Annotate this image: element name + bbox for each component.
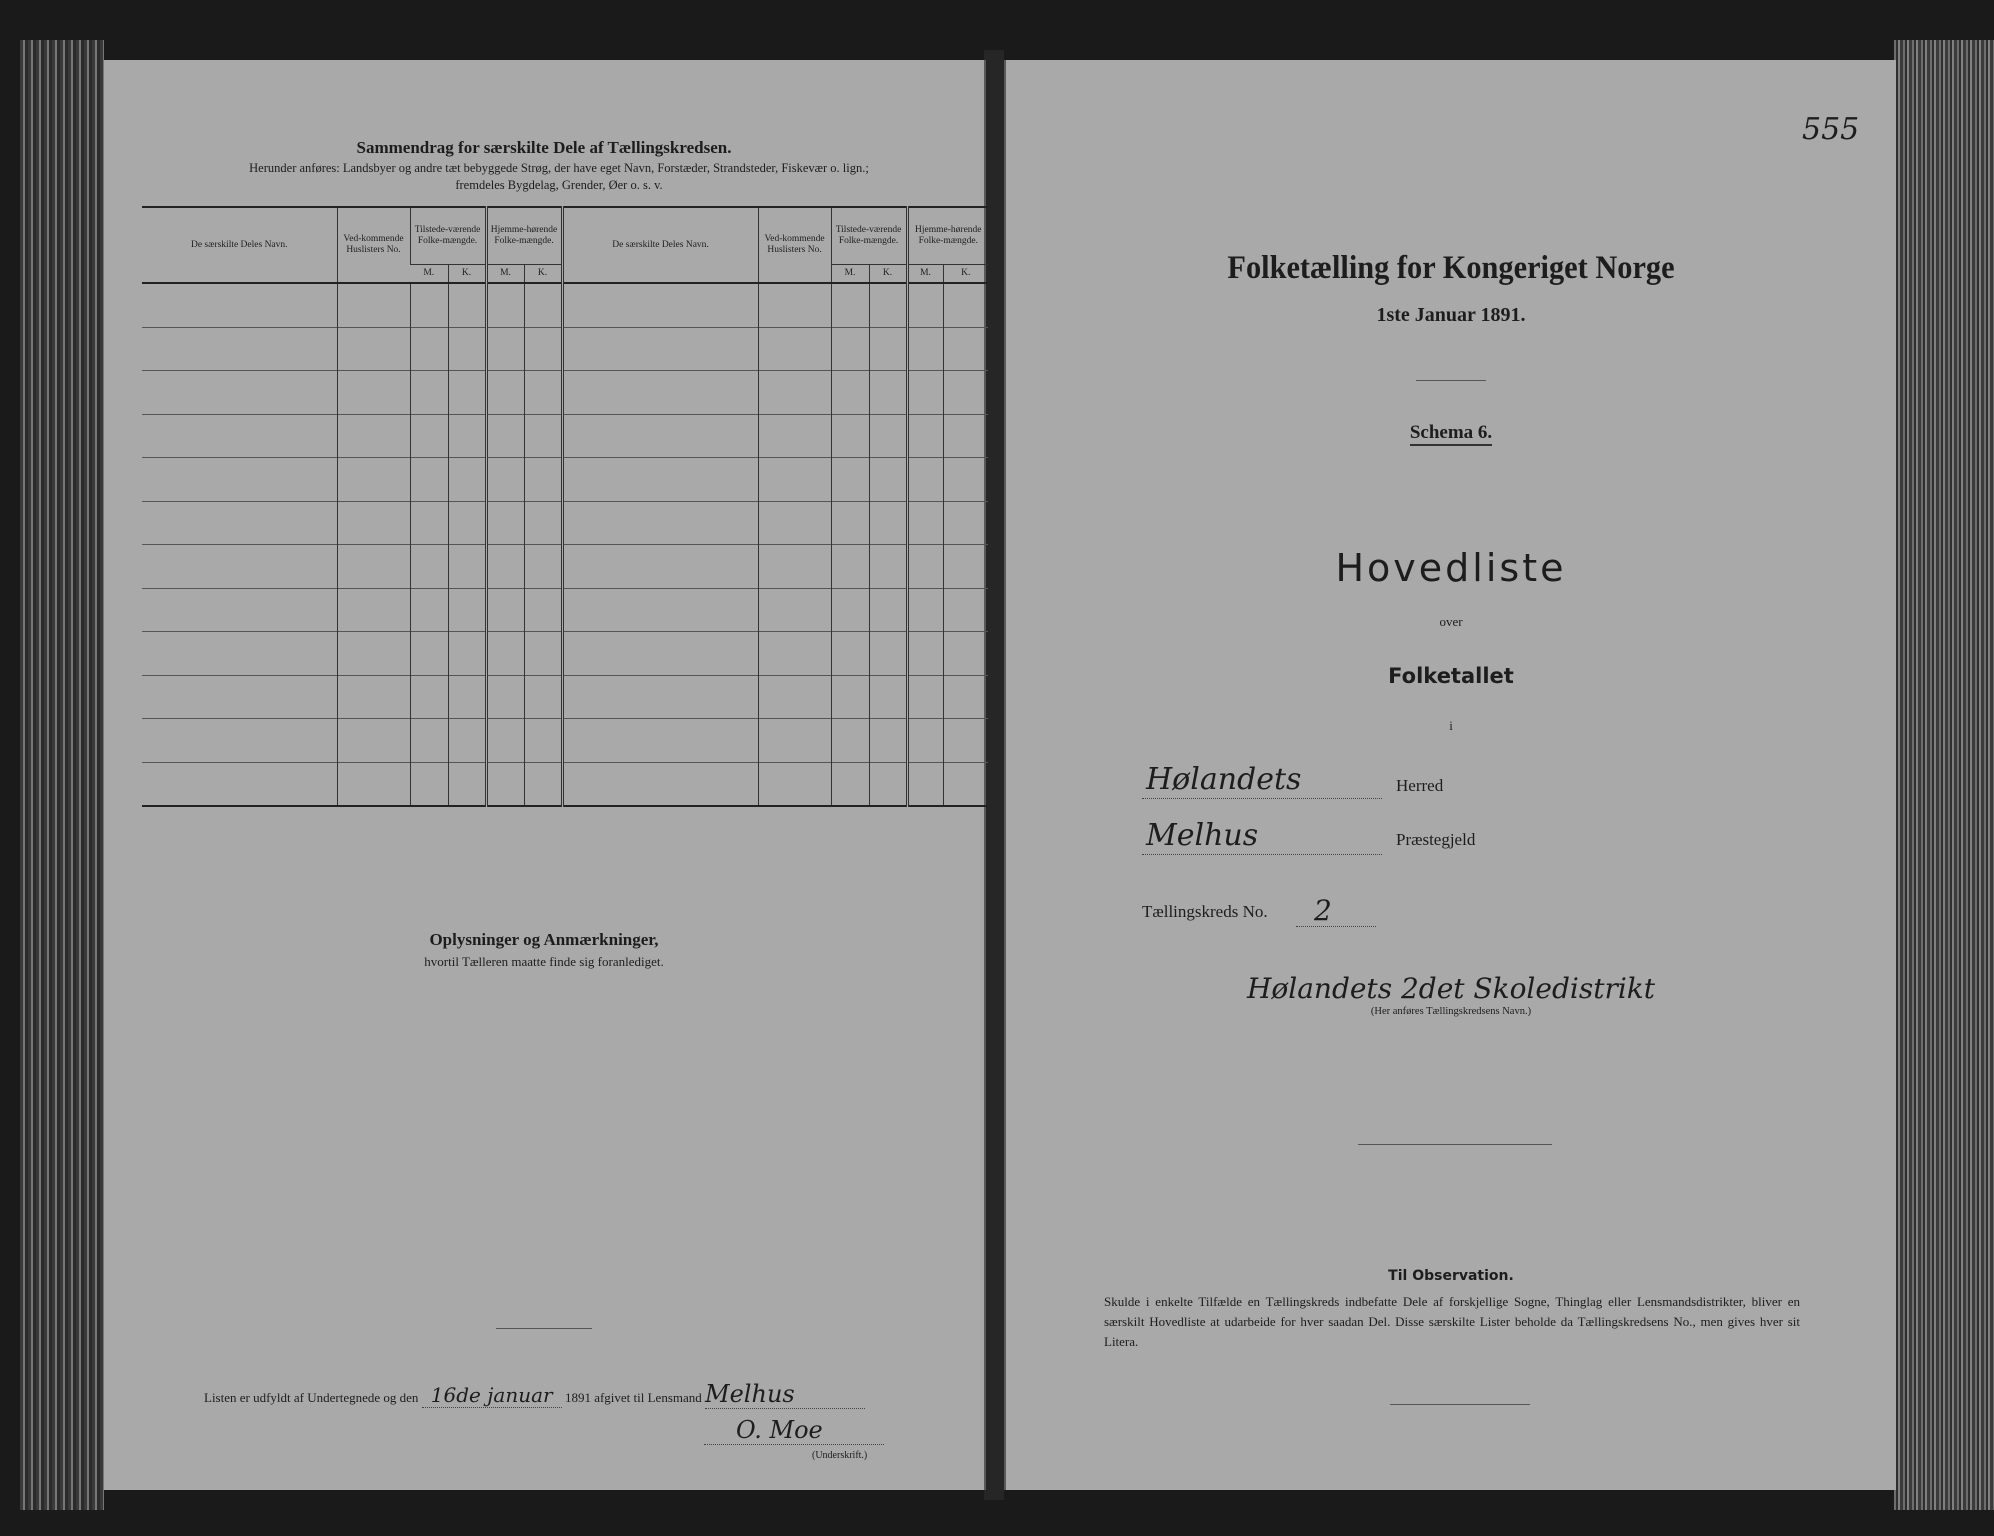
observation-title: Til Observation. xyxy=(1388,1268,1514,1284)
signature-line xyxy=(704,1444,884,1445)
col-header-tilstede: Tilstede-værende Folke-mængde. xyxy=(410,207,486,265)
lensmand-name-handwritten: Melhus xyxy=(705,1380,865,1409)
submission-date-handwritten: 16de januar xyxy=(422,1383,562,1408)
notes-subtitle: hvortil Tælleren maatte finde sig foranlediget. xyxy=(424,954,664,969)
submission-line xyxy=(204,1380,865,1409)
right-page xyxy=(1004,60,1896,1490)
col-header-huslist: Ved-kommende Huslisters No. xyxy=(337,207,410,283)
submission-text-1: Listen er udfyldt af Undertegnede og den xyxy=(204,1390,419,1405)
table-row xyxy=(142,501,988,545)
table-row xyxy=(142,458,988,502)
taellingskreds-number-handwritten: 2 xyxy=(1314,894,1332,927)
notes-title: Oplysninger og Anmærkninger, xyxy=(429,930,659,949)
col-m: M. xyxy=(831,265,869,284)
kreds-name-handwritten: Hølandets 2det Skoledistrikt xyxy=(1246,972,1656,1005)
table-row xyxy=(142,632,988,676)
table-row xyxy=(142,675,988,719)
col-m: M. xyxy=(907,265,943,284)
herred-label: Herred xyxy=(1396,776,1444,795)
signature-caption: (Underskrift.) xyxy=(812,1450,868,1461)
submission-text-2: 1891 afgivet til Lensmand xyxy=(564,1390,702,1405)
signature-handwritten: O. Moe xyxy=(736,1416,823,1444)
page-number: 555 xyxy=(1802,112,1860,147)
summary-table xyxy=(142,206,988,807)
col-m: M. xyxy=(410,265,448,284)
col-header-huslist-2: Ved-kommende Huslisters No. xyxy=(758,207,831,283)
prestegjeld-handwritten: Melhus xyxy=(1146,818,1259,853)
col-header-tilstede-2: Tilstede-værende Folke-mængde. xyxy=(831,207,907,265)
table-row xyxy=(142,588,988,632)
table-row xyxy=(142,327,988,371)
col-m: M. xyxy=(486,265,524,284)
divider xyxy=(1390,1404,1530,1405)
table-body xyxy=(142,283,988,806)
folketallet-heading: Folketallet xyxy=(1388,664,1514,688)
summary-title: Sammendrag for særskilte Dele af Tællingskredsen. xyxy=(356,138,732,157)
left-page xyxy=(104,60,986,1490)
table-row xyxy=(142,371,988,415)
right-page-edges xyxy=(1894,40,1994,1510)
census-date: 1ste Januar 1891. xyxy=(1376,304,1526,326)
table-header-row xyxy=(142,207,988,265)
i-text: i xyxy=(1449,718,1453,733)
herred-handwritten: Hølandets xyxy=(1146,762,1302,797)
table-row xyxy=(142,719,988,763)
table-row xyxy=(142,545,988,589)
taellingskreds-label: Tællingskreds No. xyxy=(1142,902,1268,921)
prestegjeld-fill-line xyxy=(1142,854,1382,855)
col-header-hjemme: Hjemme-hørende Folke-mængde. xyxy=(486,207,562,265)
taellingskreds-fill-line xyxy=(1296,926,1376,927)
col-header-name: De særskilte Deles Navn. xyxy=(190,239,288,250)
schema-text: Schema 6. xyxy=(1410,422,1492,446)
observation-text: Skulde i enkelte Tilfælde en Tællingskreds indbefatte Dele af forskjellige Sogne, Thinglag eller Lensmandsdistrikter, bliver en særskilt Hovedliste at udarbeide for hver saadan Del. Disse særskilte Lister beholde da Tællingskredsens No., men gives hver sit Litera. xyxy=(1104,1294,1800,1349)
table-row xyxy=(142,283,988,327)
left-page-edges xyxy=(20,40,104,1510)
table-row xyxy=(142,762,988,806)
hovedliste-heading: Hovedliste xyxy=(1335,546,1567,590)
col-k: K. xyxy=(869,265,907,284)
col-k: K. xyxy=(943,265,988,284)
herred-fill-line xyxy=(1142,798,1382,799)
col-header-hjemme-2: Hjemme-hørende Folke-mængde. xyxy=(907,207,988,265)
divider xyxy=(496,1328,592,1329)
divider xyxy=(1416,380,1486,381)
prestegjeld-label: Præstegjeld xyxy=(1396,830,1476,849)
col-k: K. xyxy=(448,265,486,284)
divider xyxy=(1358,1144,1552,1145)
kreds-name-caption: (Her anføres Tællingskredsens Navn.) xyxy=(1370,1006,1532,1017)
col-k: K. xyxy=(524,265,562,284)
summary-subtitle-line2: fremdeles Bygdelag, Grender, Øer o. s. v. xyxy=(455,178,663,192)
schema-label xyxy=(1006,422,1896,444)
table-row xyxy=(142,414,988,458)
col-header-name-2: De særskilte Deles Navn. xyxy=(562,207,758,283)
over-text: over xyxy=(1439,614,1463,629)
census-title: Folketælling for Kongeriget Norge xyxy=(1227,250,1675,286)
summary-subtitle-line1: Herunder anføres: Landsbyer og andre tæt bebyggede Strøg, der have eget Navn, Forstæder, Strandsteder, Fiskevær o. lign.; xyxy=(249,161,869,175)
summary-subtitle xyxy=(144,160,974,194)
